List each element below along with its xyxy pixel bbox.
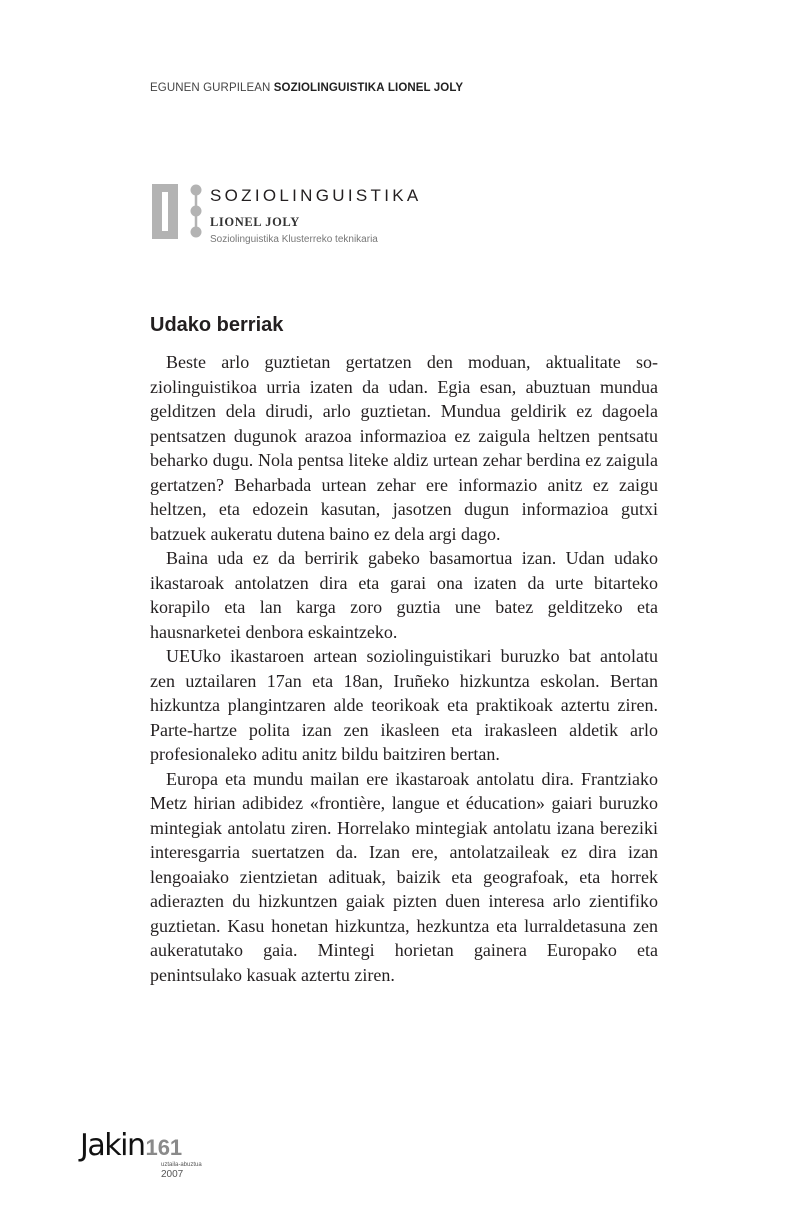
running-head: [150, 82, 463, 94]
author-role: Soziolinguistika Klusterreko teknikaria: [210, 234, 378, 245]
author-name: LIONEL JOLY: [210, 215, 300, 229]
paragraph: Beste arlo guztietan gertatzen den moduan, aktualitate soziolinguistikoa urria izaten da udan. Egia esan, abuztuan mundua gelditzen dela dirudi, arlo guztietan. Mundua geldirik ez dagoela pentsatzen dugunok arazoa informazioa ez zaigula heltzen pentsatu beharko dugu. Nola pentsa liteke aldiz urtean zehar berdina ez zaigula gertatzen? Beharbada urtean zehar ere informazio anitz ez zaigu heltzen, eta edozein kasutan, jasotzen dugun informazioa gutxi batzuek aukeratu dutena baino ez dela argi dago.: [150, 352, 658, 544]
running-head-author: LIONEL JOLY: [387, 82, 464, 94]
paragraph: Baina uda ez da berririk gabeko basamortua izan. Udan udako ikastaroak antolatzen dira eta garai ona izaten da urte bitarteko korapilo eta lan karga zoro guztia une batez gelditzeko eta hausnarketei denbora eskaintzeko.: [150, 548, 658, 642]
issue-date: [161, 1162, 202, 1180]
running-head-section: EGUNEN GURPILEAN: [150, 82, 271, 94]
issue-year: 2007: [161, 1169, 184, 1180]
article-body: [150, 350, 658, 987]
paragraph: UEUko ikastaroen artean soziolinguistikari buruzko bat antolatu zen uztailaren 17an eta 18an, Iruñeko hizkuntza eskolan. Bertan hizkuntza plangintzaren alde teorikoak eta praktikoak aztertu ziren. Parte-hartze polita izan zen ikasleen eta irakasleen aldetik arlo profesionaleko aditu anitz bildu baitziren bertan.: [150, 646, 658, 764]
issue-number: 161: [145, 1135, 183, 1160]
issue-months: uztaila-abuztua: [161, 1162, 202, 1168]
section-title: SOZIOLINGUISTIKA: [210, 186, 422, 205]
magazine-logo: [80, 1128, 182, 1163]
article-title: Udako berriak: [150, 314, 284, 336]
running-head-topic: SOZIOLINGUISTIKA: [273, 82, 385, 94]
magazine-name: Jakin: [80, 1128, 145, 1163]
paragraph: Europa eta mundu mailan ere ikastaroak antolatu dira. Frantziako Metz hirian adibidez «frontière, langue et éducation» gaiari buruzko mintegiak antolatu ziren. Horrelako mintegiak antolatu izana bereziki interesgarria suertatzen da. Izan ere, antolatzaileak ez dira izan lengoaiako zientzietan adituak, baizik eta geografoak, eta horrek adierazten du hizkuntzen gaiak pizten duen interesa arlo zientifiko guztietan. Kasu honetan hizkuntza, hezkuntza eta lurraldetasuna zen aukeratutako gaia. Mintegi horietan gainera Europako eta penintsulako kasuak aztertu ziren.: [150, 768, 658, 985]
soziolinguistika-logo-icon: [152, 184, 202, 240]
